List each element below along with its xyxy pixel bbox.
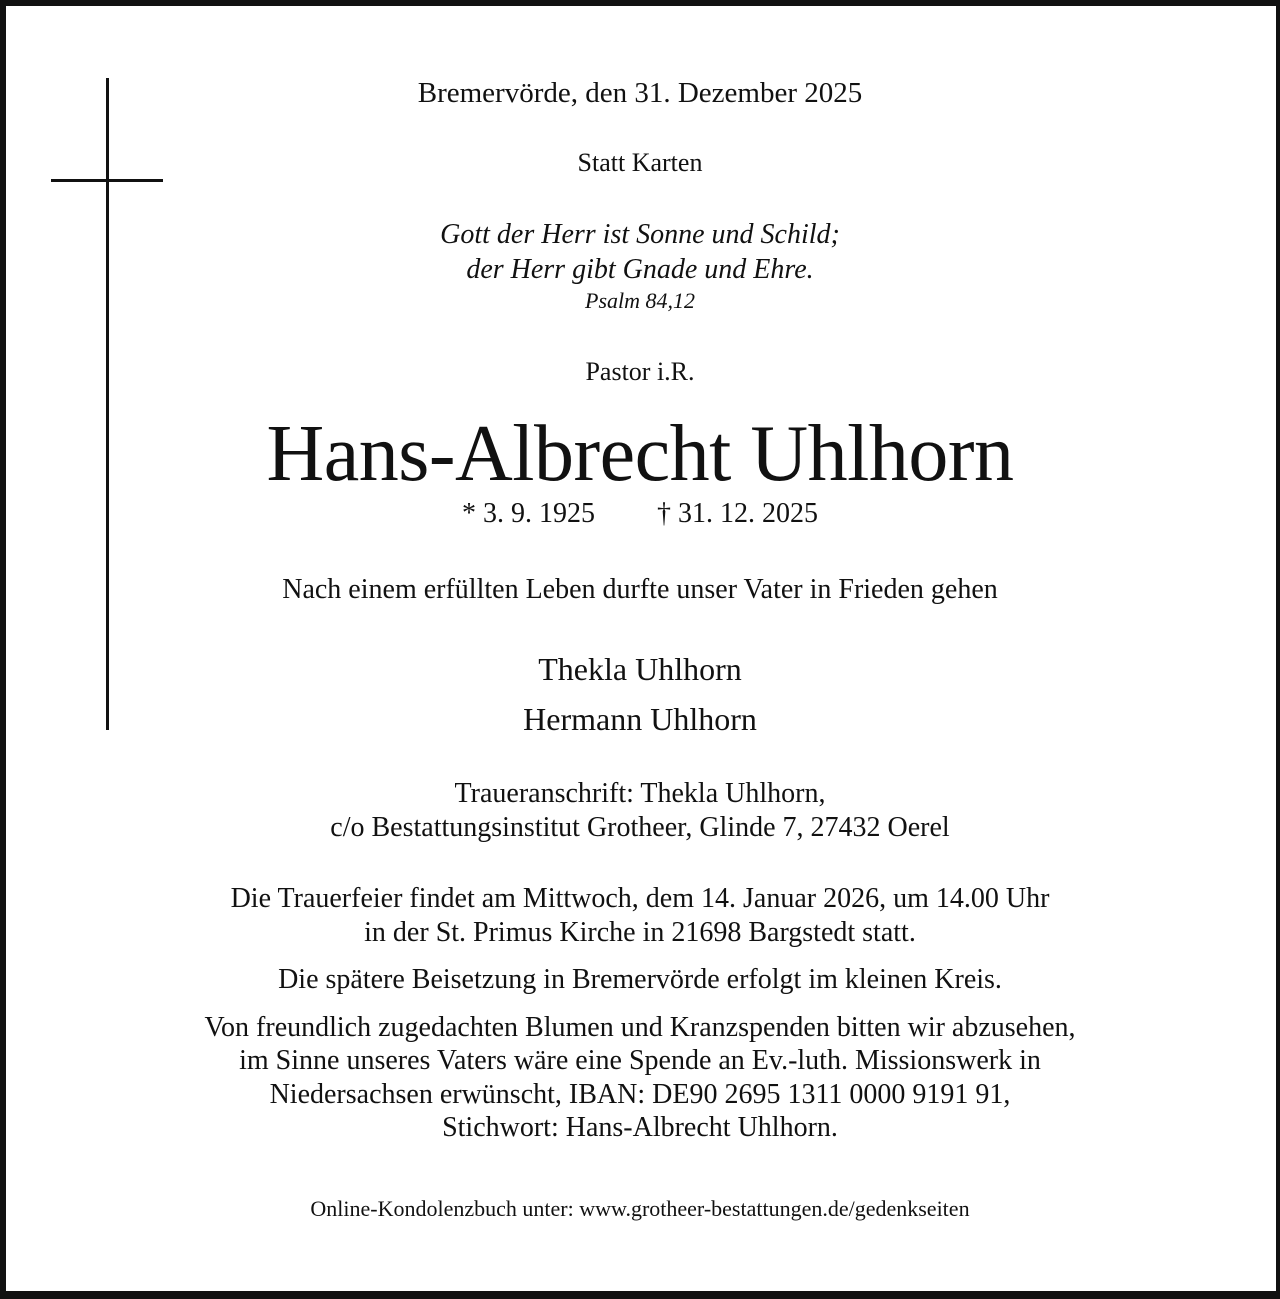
burial-note: Die spätere Beisetzung in Bremervörde erfolgt im kleinen Kreis.: [278, 964, 1002, 995]
donation-line-2: im Sinne unseres Vaters wäre eine Spende an Ev.-luth. Missionswerk in: [239, 1045, 1041, 1076]
service-line-2: in der St. Primus Kirche in 21698 Bargstedt statt.: [364, 917, 916, 948]
deceased-title: Pastor i.R.: [585, 357, 695, 386]
life-dates: [0, 500, 1280, 528]
place-date: Bremervörde, den 31. Dezember 2025: [417, 77, 863, 109]
statt-karten: Statt Karten: [577, 148, 703, 177]
verse-source: Psalm 84,12: [585, 288, 695, 313]
donation-line-4: Stichwort: Hans-Albrecht Uhlhorn.: [442, 1112, 838, 1143]
death-date: † 31. 12. 2025: [657, 498, 818, 529]
birth-date: * 3. 9. 1925: [462, 498, 595, 529]
cross-icon-crossbar: [51, 179, 163, 182]
donation-line-1: Von freundlich zugedachten Blumen und Kranzspenden bitten wir abzusehen,: [204, 1012, 1076, 1043]
address-line-2: c/o Bestattungsinstitut Grotheer, Glinde 7, 27432 Oerel: [330, 812, 950, 843]
donation-line-3: Niedersachsen erwünscht, IBAN: DE90 2695 1311 0000 9191 91,: [269, 1079, 1011, 1110]
deceased-name: Hans-Albrecht Uhlhorn: [266, 410, 1014, 498]
mourner-2: Hermann Uhlhorn: [523, 701, 757, 737]
address-line-1: Traueranschrift: Thekla Uhlhorn,: [454, 778, 826, 809]
online-condolence: Online-Kondolenzbuch unter: www.grotheer-bestattungen.de/gedenkseiten: [310, 1196, 970, 1221]
verse-line-1: Gott der Herr ist Sonne und Schild;: [440, 219, 840, 250]
service-line-1: Die Trauerfeier findet am Mittwoch, dem 14. Januar 2026, um 14.00 Uhr: [230, 883, 1050, 914]
verse-line-2: der Herr gibt Gnade und Ehre.: [466, 254, 814, 285]
statement: Nach einem erfüllten Leben durfte unser Vater in Frieden gehen: [282, 574, 998, 605]
mourner-1: Thekla Uhlhorn: [538, 651, 742, 687]
